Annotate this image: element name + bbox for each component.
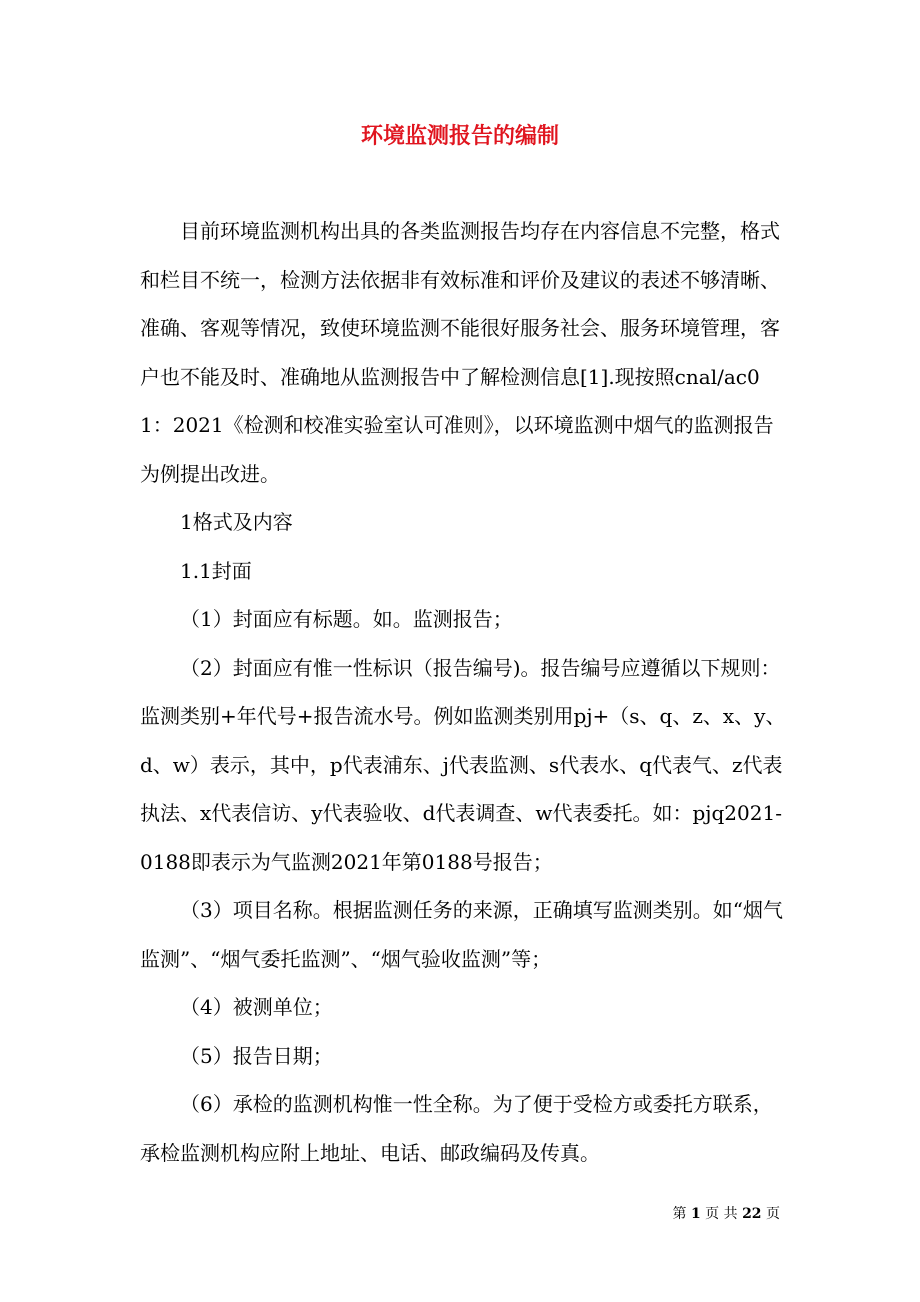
paragraph-intro: 目前环境监测机构出具的各类监测报告均存在内容信息不完整，格式和栏目不统一，检测方法依据非有效标准和评价及建议的表述不够清晰、准确、客观等情况，致使环境监测不能很好服务社会、服务环境管理，客户也不能及时、准确地从监测报告中了解检测信息[1].现按照cnal/ac01：2021《检测和校准实验室认可准则》，以环境监测中烟气的监测报告为例提出改进。 <box>140 219 780 486</box>
list-item-6: （6）承检的监测机构惟一性全称。为了便于受检方或委托方联系，承检监测机构应附上地址、电话、邮政编码及传真。 <box>140 1092 773 1165</box>
list-item-2: （2）封面应有惟一性标识（报告编号)。报告编号应遵循以下规则：监测类别+年代号+报告流水号。例如监测类别用pj+（s、q、z、x、y、d、w）表示，其中，p代表浦东、j代表监测、s代表水、q代表气、z代表执法、x代表信访、y代表验收、d代表调查、w代表委托。如：pjq2021-0188即表示为气监测2021年第0188号报告； <box>140 655 786 874</box>
heading-format-content: 1格式及内容 <box>180 510 293 534</box>
footer-suffix: 页 <box>766 1206 780 1222</box>
list-item-5: （5）报告日期； <box>180 1043 333 1068</box>
current-page-number: 1 <box>690 1206 701 1222</box>
list-item-1: （1）封面应有标题。如。监测报告； <box>180 607 513 631</box>
footer-middle: 页 共 <box>705 1206 738 1222</box>
list-item-3: （3）项目名称。根据监测任务的来源，正确填写监测类别。如“烟气监测”、“烟气委托监测”、“烟气验收监测”等； <box>140 898 783 971</box>
document-title: 环境监测报告的编制 <box>360 123 559 149</box>
page-footer <box>673 1204 781 1224</box>
total-page-count: 22 <box>742 1206 762 1222</box>
footer-prefix: 第 <box>672 1206 687 1222</box>
list-item-4: （4）被测单位； <box>180 995 333 1019</box>
document-body <box>140 207 788 1177</box>
heading-cover: 1.1封面 <box>180 558 252 583</box>
